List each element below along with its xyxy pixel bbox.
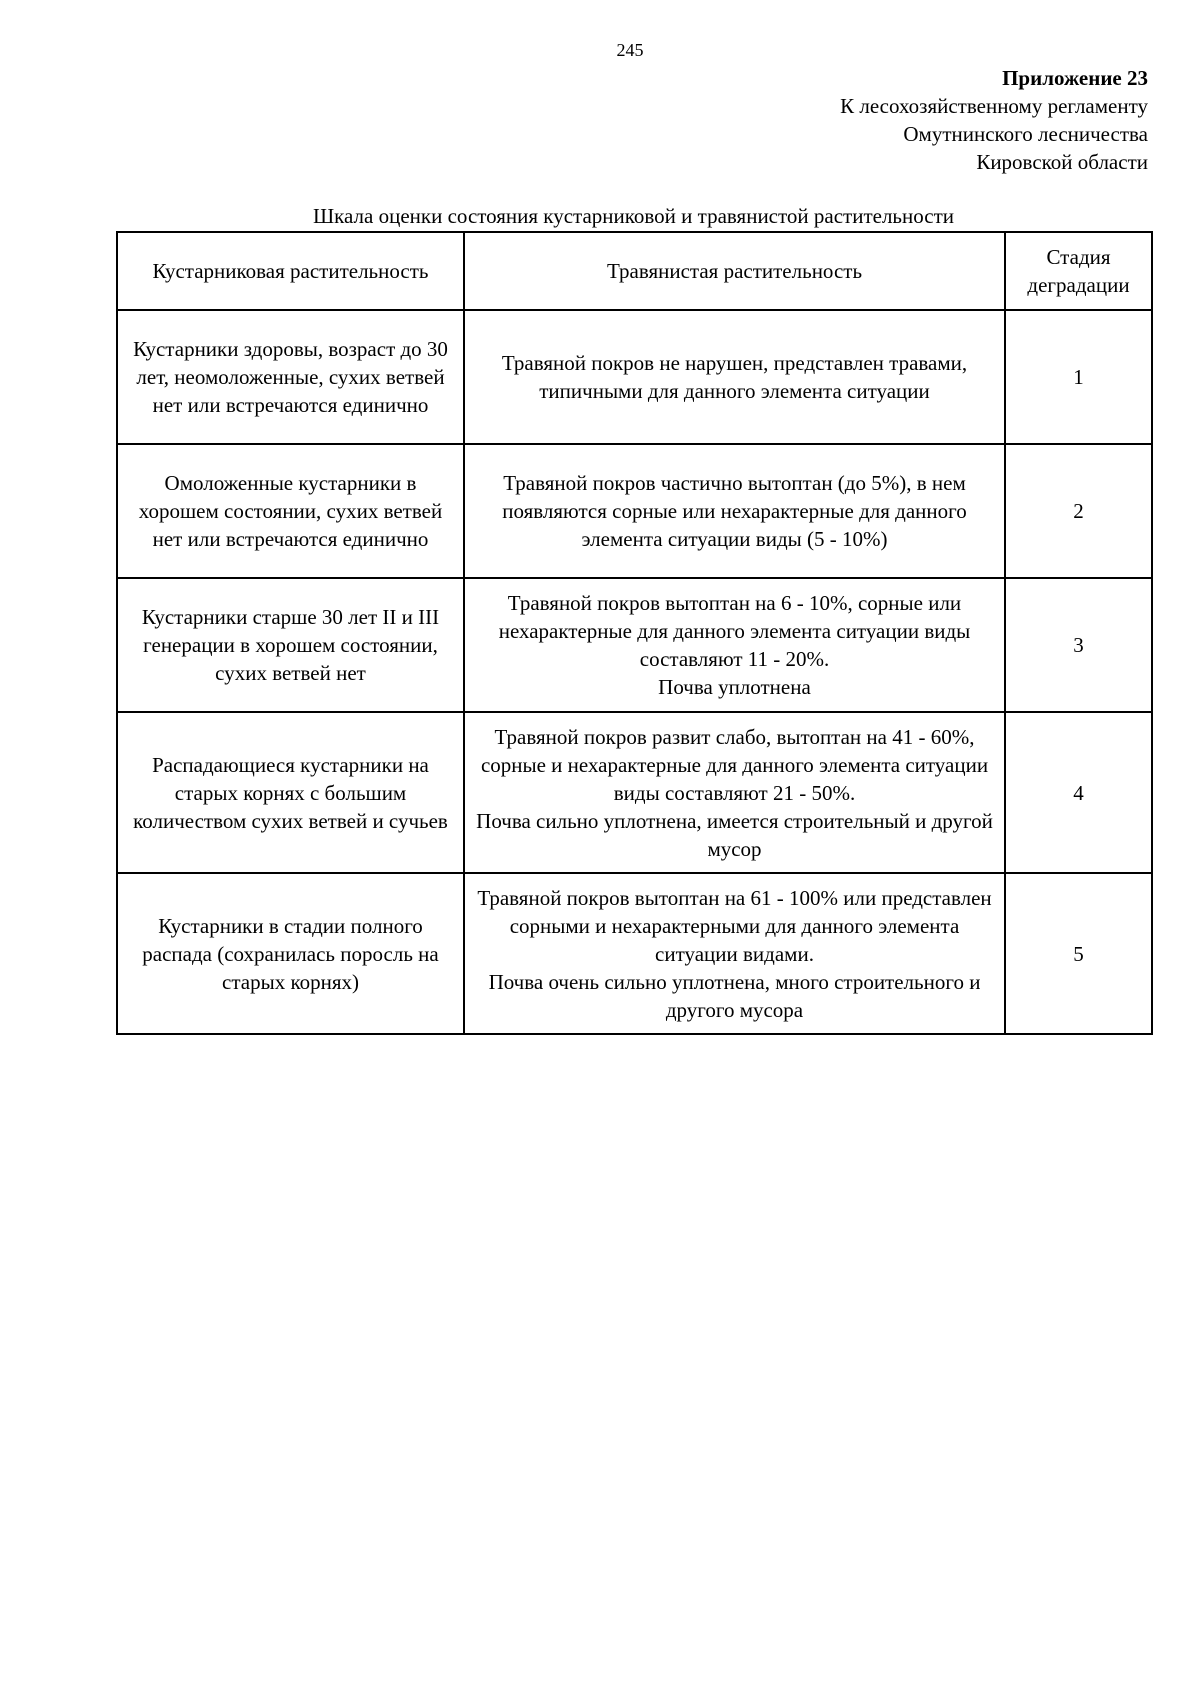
appendix-line-1: К лесохозяйственному регламенту: [840, 94, 1148, 118]
table-row: [117, 310, 1152, 444]
grass-cell: [464, 873, 1005, 1034]
appendix-line-2: Омутнинского лесничества: [903, 122, 1148, 146]
shrub-cell: Распадающиеся кустарники на старых корнях с большим количеством сухих ветвей и сучьев: [117, 712, 464, 873]
shrub-cell: Кустарники здоровы, возраст до 30 лет, неомоложенные, сухих ветвей нет или встречаются единично: [117, 310, 464, 444]
page-number: 245: [616, 40, 644, 60]
table-row: [117, 873, 1152, 1034]
header-stage-line-2: деградации: [1027, 273, 1130, 297]
soil-text: Почва очень сильно уплотнена, много строительного и другого мусора: [488, 969, 981, 1022]
stage-cell: 4: [1005, 712, 1152, 873]
grass-text: Травяной покров не нарушен, представлен травами, типичными для данного элемента ситуации: [501, 351, 968, 403]
table-caption: Шкала оценки состояния кустарниковой и травянистой растительности: [312, 204, 954, 228]
grass-text: Травяной покров вытоптан на 61 - 100% или представлен сорными и нехарактерными для данного элемента ситуации видами.: [477, 885, 992, 966]
grass-cell: [464, 444, 1005, 578]
table-row: [117, 444, 1152, 578]
stage-cell: 2: [1005, 444, 1152, 578]
table-header-row: [117, 232, 1152, 310]
grass-cell: [464, 310, 1005, 444]
soil-text: Почва уплотнена: [658, 675, 811, 699]
table-row: [117, 712, 1152, 873]
grass-text: Травяной покров частично вытоптан (до 5%), в нем появляются сорные или нехарактерные для данного элемента ситуации виды (5 - 10%): [502, 471, 967, 551]
appendix-line-3: Кировской области: [976, 150, 1148, 174]
soil-text: Почва сильно уплотнена, имеется строительный и другой мусор: [476, 808, 993, 861]
appendix-title: Приложение 23: [1002, 66, 1148, 90]
grass-text: Травяной покров развит слабо, вытоптан на 41 - 60%, сорные и нехарактерные для данного элемента ситуации виды составляют 21 - 50%.: [480, 724, 989, 805]
shrub-cell: Кустарники в стадии полного распада (сохранилась поросль на старых корнях): [117, 873, 464, 1034]
shrub-cell: Омоложенные кустарники в хорошем состоянии, сухих ветвей нет или встречаются единично: [117, 444, 464, 578]
header-stage-line-1: Стадия: [1046, 245, 1111, 269]
grass-cell: [464, 712, 1005, 873]
header-shrub: Кустарниковая растительность: [117, 232, 464, 310]
degradation-scale-table: [116, 231, 1153, 1035]
header-stage: [1005, 232, 1152, 310]
stage-cell: 3: [1005, 578, 1152, 712]
table-row: [117, 578, 1152, 712]
stage-cell: 5: [1005, 873, 1152, 1034]
grass-text: Травяной покров вытоптан на 6 - 10%, сорные или нехарактерные для данного элемента ситуации виды составляют 11 - 20%.: [498, 591, 971, 671]
grass-cell: [464, 578, 1005, 712]
header-grass: Травянистая растительность: [464, 232, 1005, 310]
stage-cell: 1: [1005, 310, 1152, 444]
shrub-cell: Кустарники старше 30 лет II и III генерации в хорошем состоянии, сухих ветвей нет: [117, 578, 464, 712]
appendix-header: [840, 64, 1148, 176]
